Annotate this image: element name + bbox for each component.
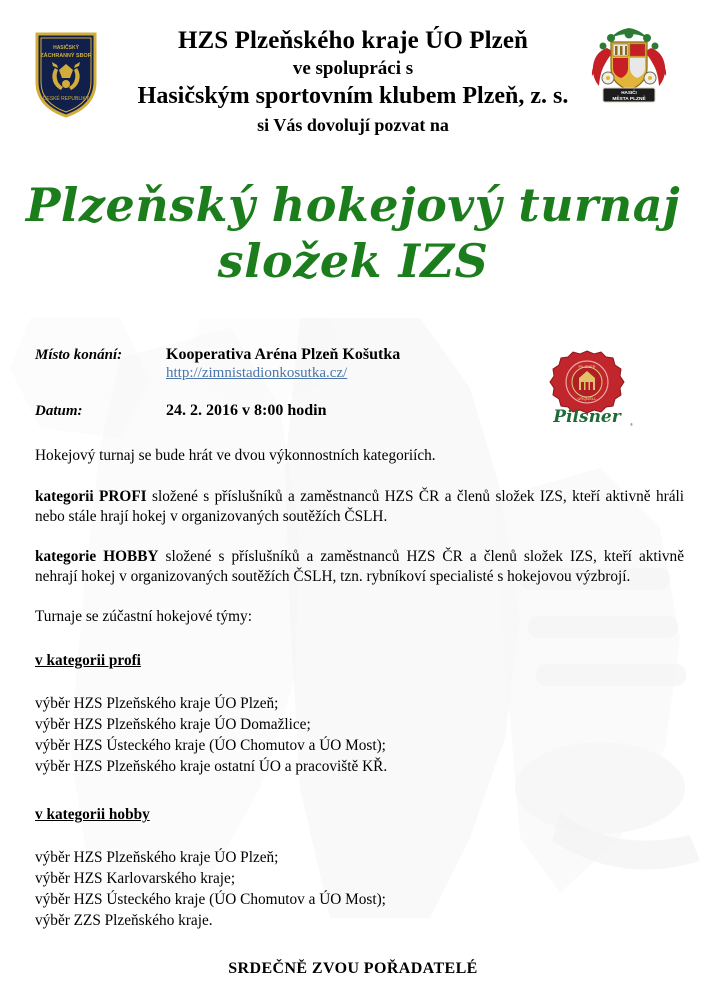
list-item: výběr HZS Ústeckého kraje (ÚO Chomutov a ÚO Most); bbox=[35, 736, 386, 754]
svg-text:ČESKÉ REPUBLIKY: ČESKÉ REPUBLIKY bbox=[42, 96, 90, 102]
hobby-section-heading: v kategorii hobby bbox=[35, 806, 150, 824]
profi-category-text: složené s příslušníků a zaměstnanců HZS ČR a členů složek IZS, kteří aktivně hráli nebo stále hrají hokej v organizovaných soutěžích ČSLH. bbox=[35, 487, 684, 526]
svg-text:Pilsner: Pilsner bbox=[553, 407, 621, 427]
hasici-mesta-plzne-logo bbox=[589, 26, 669, 112]
event-title bbox=[0, 178, 706, 289]
list-item: výběr HZS Plzeňského kraje ÚO Domažlice; bbox=[35, 715, 311, 733]
hzs-shield-logo bbox=[33, 28, 99, 120]
hobby-category-paragraph bbox=[35, 547, 684, 588]
list-item: výběr HZS Karlovarského kraje; bbox=[35, 869, 236, 887]
venue-website-link[interactable]: http://zimnistadionkosutka.cz/ bbox=[166, 365, 348, 382]
profi-section-heading: v kategorii profi bbox=[35, 652, 141, 670]
svg-text:®: ® bbox=[630, 422, 633, 427]
svg-text:HASIČI: HASIČI bbox=[621, 90, 637, 95]
pilsner-urquell-logo bbox=[531, 348, 643, 432]
poster-header bbox=[0, 0, 706, 136]
svg-text:PILSNER: PILSNER bbox=[578, 364, 596, 369]
header-line-2: ve spolupráci s bbox=[292, 58, 414, 79]
list-item: výběr ZZS Plzeňského kraje. bbox=[35, 911, 213, 929]
venue-details bbox=[166, 346, 400, 382]
hobby-category-text: složené s příslušníků a zaměstnanců HZS ČR a členů složek IZS, kteří aktivně nehrají hokej v organizovaných soutěžích ČSLH, tzn. rybníkoví specialisté s hokejovou výzbrojí. bbox=[35, 547, 684, 586]
list-item: výběr HZS Plzeňského kraje ostatní ÚO a pracoviště KŘ. bbox=[35, 757, 388, 775]
profi-category-label: kategorii PROFI bbox=[35, 487, 147, 505]
closing-line: SRDEČNĚ ZVOU POŘADATELÉ bbox=[228, 959, 478, 977]
intro-paragraph: Hokejový turnaj se bude hrát ve dvou výkonnostních kategoriích. bbox=[35, 447, 436, 465]
header-line-4: si Vás dovolují pozvat na bbox=[257, 114, 449, 135]
venue-label: Místo konání: bbox=[35, 347, 123, 364]
hobby-category-label: kategorie HOBBY bbox=[35, 547, 159, 565]
svg-text:MĚSTA PLZNĚ: MĚSTA PLZNĚ bbox=[612, 97, 646, 102]
list-item: výběr HZS Ústeckého kraje (ÚO Chomutov a ÚO Most); bbox=[35, 890, 386, 908]
header-line-3: Hasičským sportovním klubem Plzeň, z. s. bbox=[137, 83, 569, 110]
header-line-1: HZS Plzeňského kraje ÚO Plzeň bbox=[177, 27, 529, 54]
date-value: 24. 2. 2016 v 8:00 hodin bbox=[166, 402, 327, 420]
event-title-line-2: složek IZS bbox=[217, 234, 489, 288]
event-title-line-1: Plzeňský hokejový turnaj bbox=[25, 177, 681, 232]
profi-team-list bbox=[35, 694, 684, 778]
svg-text:ZÁCHRANNÝ SBOR: ZÁCHRANNÝ SBOR bbox=[40, 53, 92, 59]
list-item: výběr HZS Plzeňského kraje ÚO Plzeň; bbox=[35, 694, 279, 712]
profi-category-paragraph bbox=[35, 487, 684, 528]
list-item: výběr HZS Plzeňského kraje ÚO Plzeň; bbox=[35, 848, 279, 866]
poster-body bbox=[0, 446, 706, 932]
date-label: Datum: bbox=[35, 403, 83, 420]
svg-text:HASIČSKÝ: HASIČSKÝ bbox=[53, 45, 79, 51]
hobby-team-list bbox=[35, 848, 684, 932]
svg-text:URQUELL: URQUELL bbox=[577, 396, 597, 401]
teams-lead-paragraph: Turnaje se zúčastní hokejové týmy: bbox=[35, 607, 252, 625]
venue-name: Kooperativa Aréna Plzeň Košutka bbox=[166, 346, 401, 364]
